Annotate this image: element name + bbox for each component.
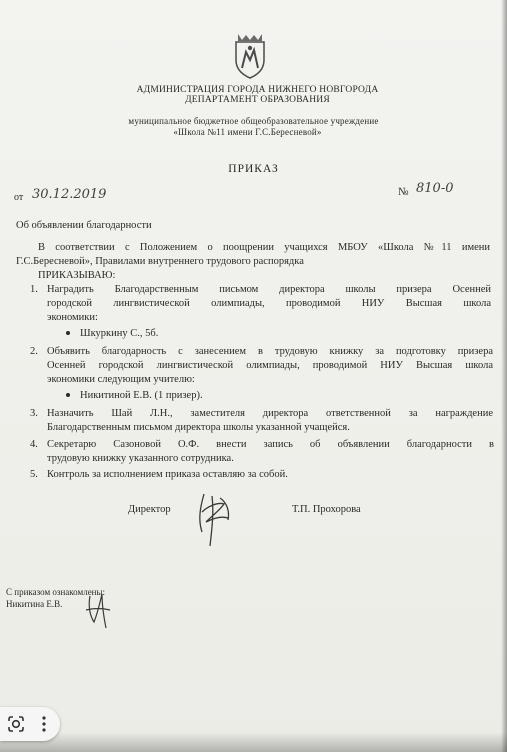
item-number: 3. <box>30 408 38 419</box>
item-3-line-1: Назначить Шай Л.Н., заместителя директора ответственной за награждение <box>47 408 493 419</box>
document-subject: Об объявлении благодарности <box>16 220 152 231</box>
bullet-icon <box>66 331 70 335</box>
page-bottom-shadow <box>0 732 507 752</box>
acknowledgement-line-2: Никитина Е.В. <box>6 599 63 609</box>
document-title: ПРИКАЗ <box>228 163 279 175</box>
item-number: 2. <box>30 346 38 357</box>
department-name: ДЕПАРТАМЕНТ ОБРАЗОВАНИЯ <box>185 95 330 105</box>
item-number: 1. <box>30 284 38 295</box>
item-number: 4. <box>30 439 38 450</box>
director-signature <box>190 488 242 550</box>
preamble-line-2: Г.С.Бересневой», Правилами внутреннего трудового распорядка <box>16 256 304 267</box>
item-1-line-3: экономики: <box>47 312 98 323</box>
item-3-line-2: Благодарственным письмом директора школы указанной учащейся. <box>47 422 350 433</box>
bullet-icon <box>66 393 70 397</box>
list-item <box>66 390 203 401</box>
item-number: 5. <box>30 469 38 480</box>
item-4-line-2: трудовую книжку указанного сотрудника. <box>47 453 234 464</box>
item-2-line-2: Осенней городской лингвистической олимпиады, проводимой НИУ Высшая школа <box>47 360 493 371</box>
lens-icon[interactable] <box>6 714 26 734</box>
item-2-line-3: экономики следующим учителю: <box>47 374 195 385</box>
acknowledgement-line-1: С приказом ознакомлены: <box>6 587 106 597</box>
item-1-line-1: Наградить Благодарственным письмом директора школы призера Осенней <box>47 284 491 295</box>
item-1-bullet: Шкуркину С., 5б. <box>80 328 159 339</box>
preamble-line-1: В соответствии с Положением о поощрении учащихся МБОУ «Школа №11 имени <box>38 242 490 253</box>
more-vertical-icon[interactable] <box>34 714 54 734</box>
item-5-line-1: Контроль за исполнением приказа оставляю за собой. <box>47 469 288 480</box>
list-item <box>66 328 158 339</box>
date-label: от <box>14 192 24 203</box>
signatory-name: Т.П. Прохорова <box>292 504 361 515</box>
item-1-line-2: городской лингвистической олимпиады, проводимой НИУ Высшая школа <box>47 298 491 309</box>
item-2-line-1: Объявить благодарность с занесением в трудовую книжку за подготовку призера <box>47 346 493 357</box>
institution-line-2: «Школа №11 имени Г.С.Бересневой» <box>173 127 322 137</box>
number-label: № <box>398 186 409 198</box>
floating-toolbar <box>0 707 60 741</box>
item-4-line-1: Секретарю Сазоновой О.Ф. внести запись об объявлении благодарности в <box>47 439 494 450</box>
signatory-role: Директор <box>128 504 171 515</box>
institution-line-1: муниципальное бюджетное общеобразовательное учреждение <box>128 116 379 126</box>
acknowledgement-signature <box>84 588 114 632</box>
page-edge-shadow <box>501 0 507 752</box>
administration-name: АДМИНИСТРАЦИЯ ГОРОДА НИЖНЕГО НОВГОРОДА <box>136 85 379 95</box>
order-word: ПРИКАЗЫВАЮ: <box>38 270 116 281</box>
item-2-bullet: Никитиной Е.В. (1 призер). <box>80 390 203 401</box>
number-value: 810-0 <box>416 181 454 196</box>
date-value: 30.12.2019 <box>32 187 107 202</box>
coat-of-arms-icon <box>228 30 272 80</box>
